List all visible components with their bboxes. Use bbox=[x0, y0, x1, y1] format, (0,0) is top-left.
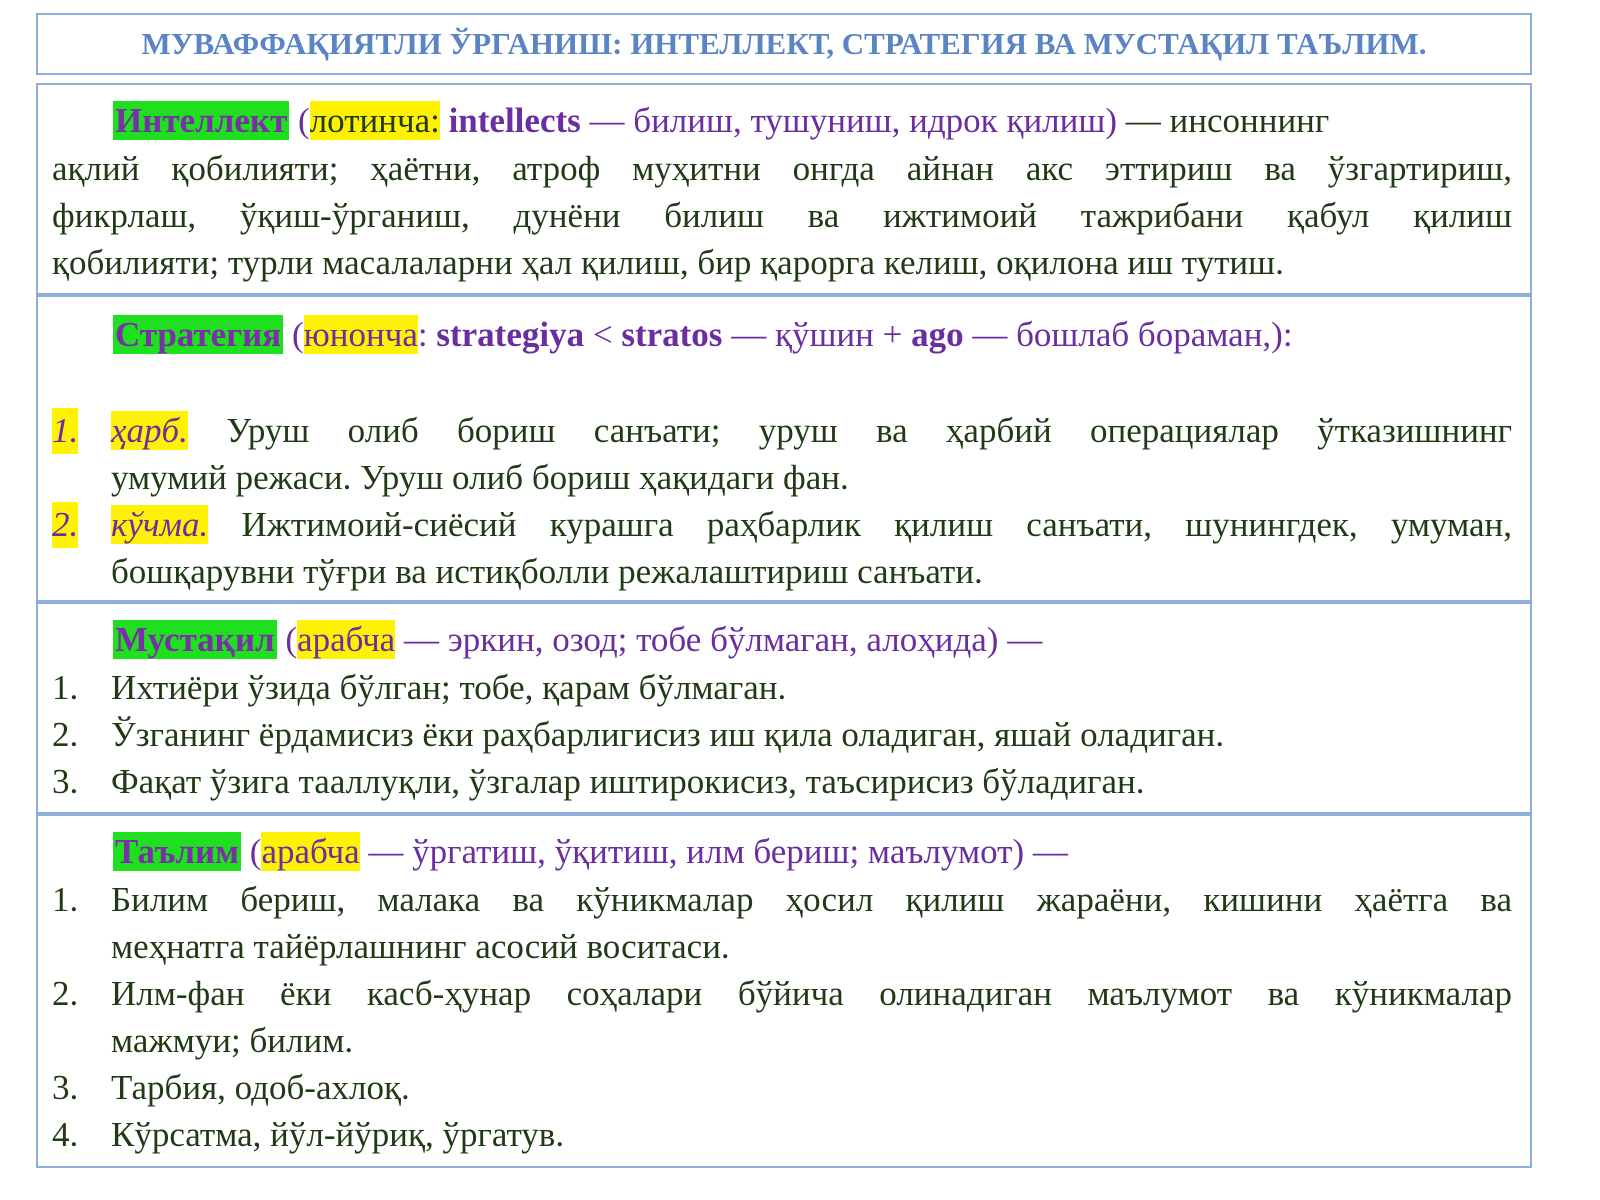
independent-heading bbox=[113, 617, 1512, 663]
intellect-rest: — инсоннинг bbox=[1125, 101, 1330, 140]
strategy-meaning-1: — қўшин + bbox=[731, 315, 903, 354]
intellect-line-3: қобилияти; турли масалаларни ҳал қилиш, бир қарорга келиш, оқилона иш тутиш. bbox=[52, 243, 1284, 282]
education-item-1-line-2: меҳнатга тайёрлашнинг асосий воситаси. bbox=[111, 927, 730, 966]
strategy-item-1-tag: ҳарб. bbox=[111, 411, 188, 450]
strategy-open-paren: ( bbox=[291, 315, 304, 354]
education-heading bbox=[113, 829, 1512, 875]
education-lang: арабча bbox=[261, 832, 360, 871]
strategy-word-2: stratos bbox=[621, 315, 723, 354]
strategy-item-2-text: Ижтимоий-сиёсий курашга раҳбарлик қилиш санъати, шунингдек, умуман, bbox=[241, 505, 1512, 544]
strategy-term: Стратегия bbox=[115, 315, 282, 354]
strategy-item-1-line-2: умумий режаси. Уруш олиб бориш ҳақидаги фан. bbox=[111, 458, 849, 497]
independent-item-3-num: 3. bbox=[52, 762, 79, 801]
strategy-item-2-tag: кўчма. bbox=[111, 505, 209, 544]
strategy-item-2-num: 2. bbox=[52, 502, 78, 548]
strategy-lang: юнонча bbox=[303, 315, 418, 354]
independent-lang: арабча bbox=[297, 620, 396, 659]
strategy-item-1-text: Уруш олиб бориш санъати; уруш ва ҳарбий операциялар ўтказишнинг bbox=[226, 411, 1513, 450]
education-term: Таълим bbox=[115, 832, 240, 871]
education-meaning: — ўргатиш, ўқитиш, илм бериш; маълумот) — bbox=[368, 832, 1068, 871]
intellect-word: intellects bbox=[448, 101, 581, 140]
page-title: МУВАФФАҚИЯТЛИ ЎРГАНИШ: ИНТЕЛЛЕКТ, СТРАТЕГИЯ ВА МУСТАҚИЛ ТАЪЛИМ. bbox=[141, 26, 1427, 61]
education-open-paren: ( bbox=[249, 832, 262, 871]
strategy-colon: : bbox=[417, 315, 428, 354]
education-item-3-num: 3. bbox=[52, 1068, 79, 1107]
strategy-item-1-num: 1. bbox=[52, 408, 78, 454]
education-item-4: Кўрсатма, йўл-йўриқ, ўргатув. bbox=[111, 1115, 565, 1154]
intellect-line-2: фикрлаш, ўқиш-ўрганиш, дунёни билиш ва ижтимоий тажрибани қабул қилиш bbox=[52, 196, 1512, 235]
education-item-4-num: 4. bbox=[52, 1115, 79, 1154]
independent-item-2-num: 2. bbox=[52, 715, 79, 754]
independent-item-2: Ўзганинг ёрдамисиз ёки раҳбарлигисиз иш қила оладиган, яшай оладиган. bbox=[111, 715, 1225, 754]
education-item-2-line-2: мажмуи; билим. bbox=[111, 1021, 354, 1060]
independent-item-1: Ихтиёри ўзида бўлган; тобе, қарам бўлмаган. bbox=[111, 668, 787, 707]
education-item-3: Тарбия, одоб-ахлоқ. bbox=[111, 1068, 410, 1107]
independent-meaning: — эркин, озод; тобе бўлмаган, алоҳида) — bbox=[403, 620, 1043, 659]
strategy-item-2-line-2: бошқарувни тўғри ва истиқболли режалаштириш санъати. bbox=[111, 552, 983, 591]
education-item-2-line-1: Илм-фан ёки касб-ҳунар соҳалари бўйича олинадиган маълумот ва кўникмалар bbox=[111, 974, 1512, 1013]
education-item-1-num: 1. bbox=[52, 880, 79, 919]
education-item-2-num: 2. bbox=[52, 974, 79, 1013]
strategy-lt: < bbox=[592, 315, 613, 354]
intellect-heading bbox=[113, 98, 1512, 144]
independent-term: Мустақил bbox=[115, 620, 275, 659]
strategy-item-2-line-1 bbox=[111, 502, 1512, 548]
strategy-heading bbox=[113, 312, 1512, 358]
strategy-meaning-2: — бошлаб бораман,): bbox=[972, 315, 1293, 354]
education-item-1-line-1: Билим бериш, малака ва кўникмалар ҳосил қилиш жараёни, кишини ҳаётга ва bbox=[111, 880, 1512, 919]
intellect-open-paren: ( bbox=[298, 101, 310, 140]
independent-open-paren: ( bbox=[285, 620, 298, 659]
independent-item-3: Фақат ўзига тааллуқли, ўзгалар иштирокисиз, таъсирисиз бўладиган. bbox=[111, 762, 1145, 801]
strategy-word-3: ago bbox=[911, 315, 964, 354]
intellect-meaning: — билиш, тушуниш, идрок қилиш) bbox=[589, 101, 1117, 140]
intellect-lang: лотинча: bbox=[309, 101, 440, 140]
strategy-word-1: strategiya bbox=[436, 315, 585, 354]
strategy-item-1-line-1 bbox=[111, 408, 1512, 454]
title-box bbox=[36, 13, 1532, 75]
intellect-line-1: ақлий қобилияти; ҳаётни, атроф муҳитни онгда айнан акс эттириш ва ўзгартириш, bbox=[52, 149, 1512, 188]
independent-item-1-num: 1. bbox=[52, 668, 79, 707]
intellect-term: Интеллект bbox=[115, 101, 288, 140]
